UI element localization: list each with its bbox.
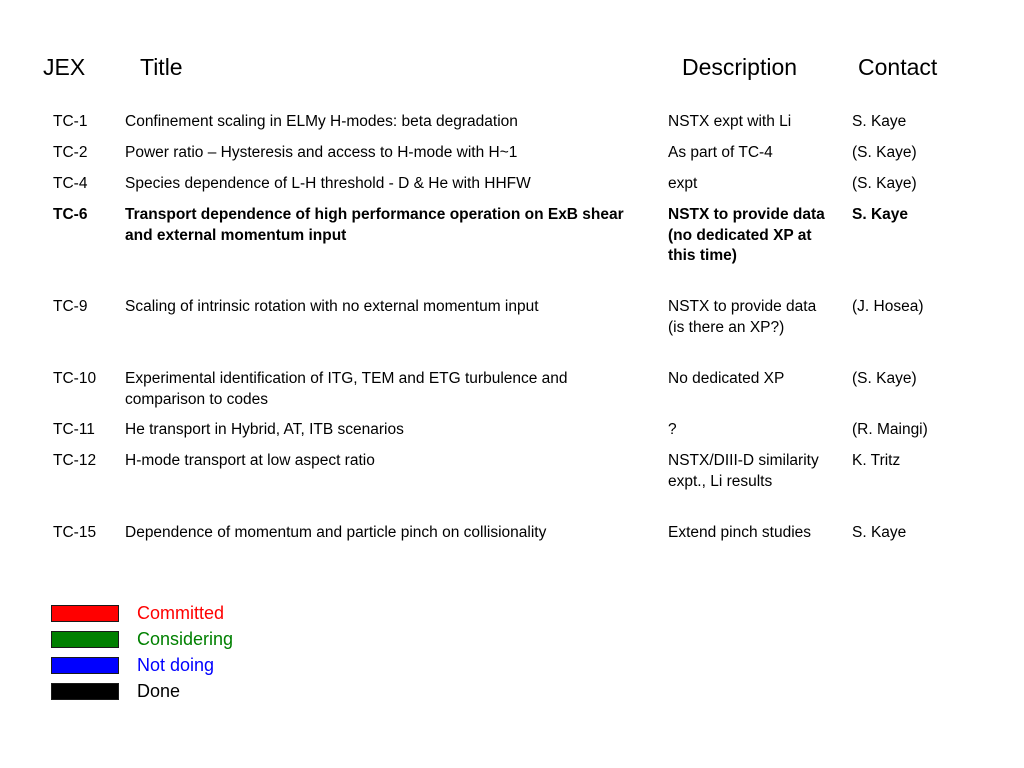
- row-title: Experimental identification of ITG, TEM and ETG turbulence and comparison to codes: [125, 370, 568, 408]
- header-contact: Contact: [858, 54, 938, 80]
- row-contact: S. Kaye: [852, 524, 907, 541]
- row-jex: TC-2: [53, 144, 88, 161]
- row-title: He transport in Hybrid, AT, ITB scenarios: [125, 421, 404, 438]
- row-contact: K. Tritz: [852, 452, 901, 469]
- row-title: H-mode transport at low aspect ratio: [125, 452, 375, 469]
- row-description: NSTX to provide data (no dedicated XP at this time): [668, 206, 825, 264]
- legend-swatch: [51, 657, 119, 674]
- row-jex: TC-10: [53, 370, 97, 387]
- table-row: [0, 369, 1024, 420]
- legend-label: Not doing: [137, 655, 215, 675]
- table-row: [0, 205, 1024, 297]
- legend-label: Committed: [137, 603, 225, 623]
- row-contact: (S. Kaye): [852, 370, 917, 387]
- table-row: [0, 451, 1024, 523]
- row-description: No dedicated XP: [668, 370, 785, 387]
- jex-table: [0, 112, 1024, 574]
- row-jex: TC-1: [53, 113, 88, 130]
- table-row: [0, 174, 1024, 205]
- row-jex: TC-12: [53, 452, 97, 469]
- row-title: Power ratio – Hysteresis and access to H-mode with H~1: [125, 144, 518, 161]
- row-jex: TC-4: [53, 175, 88, 192]
- row-title: Scaling of intrinsic rotation with no external momentum input: [125, 298, 539, 315]
- row-description: Extend pinch studies: [668, 524, 812, 541]
- row-jex: TC-11: [53, 421, 95, 438]
- table-row: [0, 112, 1024, 143]
- header-description: Description: [682, 54, 798, 80]
- row-contact: (S. Kaye): [852, 144, 917, 161]
- header-title: Title: [140, 54, 183, 80]
- table-row: [0, 523, 1024, 574]
- legend-swatch: [51, 605, 119, 622]
- table-row: [0, 143, 1024, 174]
- row-description: expt: [668, 175, 698, 192]
- row-contact: S. Kaye: [852, 113, 907, 130]
- row-description: NSTX expt with Li: [668, 113, 792, 130]
- header-jex: JEX: [43, 54, 86, 80]
- legend-swatch: [51, 683, 119, 700]
- row-title: Transport dependence of high performance operation on ExB shear and external momentum input: [125, 206, 624, 244]
- row-contact: (S. Kaye): [852, 175, 917, 192]
- row-jex: TC-6: [53, 206, 88, 223]
- row-contact: (R. Maingi): [852, 421, 928, 438]
- row-jex: TC-9: [53, 298, 88, 315]
- row-description: As part of TC-4: [668, 144, 773, 161]
- row-title: Species dependence of L-H threshold - D & He with HHFW: [125, 175, 531, 192]
- legend-swatch: [51, 631, 119, 648]
- row-title: Confinement scaling in ELMy H-modes: beta degradation: [125, 113, 518, 130]
- row-description: NSTX/DIII-D similarity expt., Li results: [668, 452, 819, 490]
- row-contact: (J. Hosea): [852, 298, 924, 315]
- legend-label: Done: [137, 681, 181, 701]
- row-contact: S. Kaye: [852, 206, 909, 223]
- row-description: NSTX to provide data (is there an XP?): [668, 298, 817, 336]
- row-title: Dependence of momentum and particle pinch on collisionality: [125, 524, 547, 541]
- row-description: ?: [668, 421, 677, 438]
- legend-label: Considering: [137, 629, 234, 649]
- table-row: [0, 420, 1024, 451]
- table-row: [0, 297, 1024, 369]
- row-jex: TC-15: [53, 524, 97, 541]
